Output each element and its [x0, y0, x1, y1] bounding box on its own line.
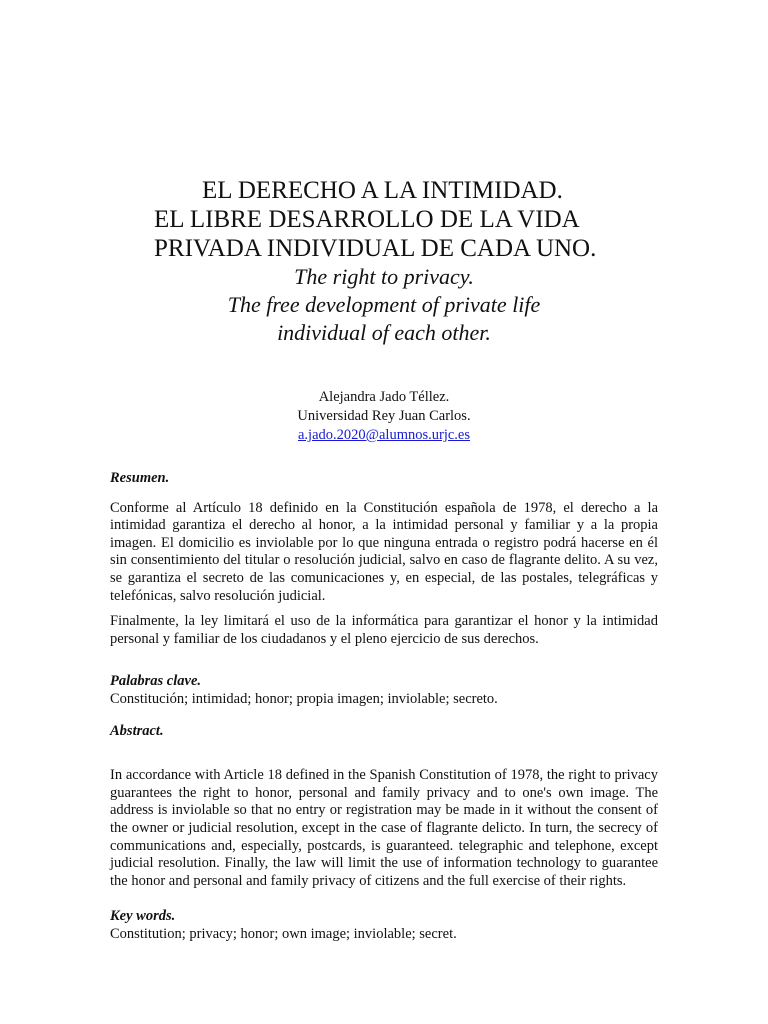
resumen-paragraph-1: Conforme al Artículo 18 definido en la Constitución española de 1978, el derecho a la intimidad garantiza el derecho al honor, a la intimidad personal y familiar y a la propia imagen. El domicilio es inviolable por lo que ninguna entrada o registro podrá hacerse en él sin consentimiento del titular o resolución judicial, salvo en caso de flagrante delito. A su vez, se garantiza el secreto de las comunicaciones y, en especial, de las postales, telegráficas y telefónicas, salvo resolución judicial.	[110, 499, 658, 604]
author-name: Alejandra Jado Téllez.	[318, 389, 450, 405]
subtitle-line-3: individual of each other.	[277, 320, 491, 345]
key-words-text: Constitution; privacy; honor; own image; inviolable; secret.	[110, 925, 457, 942]
title-line-2: EL LIBRE DESARROLLO DE LA VIDA	[154, 206, 580, 233]
subtitle-line-2: The free development of private life	[227, 292, 541, 317]
palabras-clave-heading: Palabras clave.	[110, 673, 202, 690]
document-body	[110, 470, 658, 943]
title-block	[0, 176, 768, 347]
title-line-3: PRIVADA INDIVIDUAL DE CADA UNO.	[154, 235, 597, 262]
resumen-paragraph-2: Finalmente, la ley limitará el uso de la informática para garantizar el honor y la intimidad personal y familiar de los ciudadanos y el pleno ejercicio de sus derechos.	[110, 613, 658, 647]
resumen-heading: Resumen.	[110, 470, 170, 486]
title-line-1: EL DERECHO A LA INTIMIDAD.	[202, 177, 563, 204]
author-block	[0, 388, 768, 445]
author-affiliation: Universidad Rey Juan Carlos.	[297, 408, 471, 424]
abstract-paragraph: In accordance with Article 18 defined in the Spanish Constitution of 1978, the right to privacy guarantees the right to honor, personal and family privacy and to one's own image. The address is inviolable so that no entry or registration may be made in it without the consent of the owner or judicial resolution, except in the case of flagrante delicto. In turn, the secrecy of communications and, especially, postcards, is guaranteed. telegraphic and telephone, except judicial resolution. Finally, the law will limit the use of information technology to guarantee the honor and personal and family privacy of citizens and the full exercise of their rights.	[110, 767, 658, 889]
abstract-heading: Abstract.	[110, 722, 164, 739]
author-email-link[interactable]: a.jado.2020@alumnos.urjc.es	[297, 427, 470, 443]
palabras-clave-text: Constitución; intimidad; honor; propia imagen; inviolable; secreto.	[110, 690, 498, 707]
subtitle-line-1: The right to privacy.	[294, 264, 474, 289]
key-words-heading: Key words.	[110, 908, 176, 925]
